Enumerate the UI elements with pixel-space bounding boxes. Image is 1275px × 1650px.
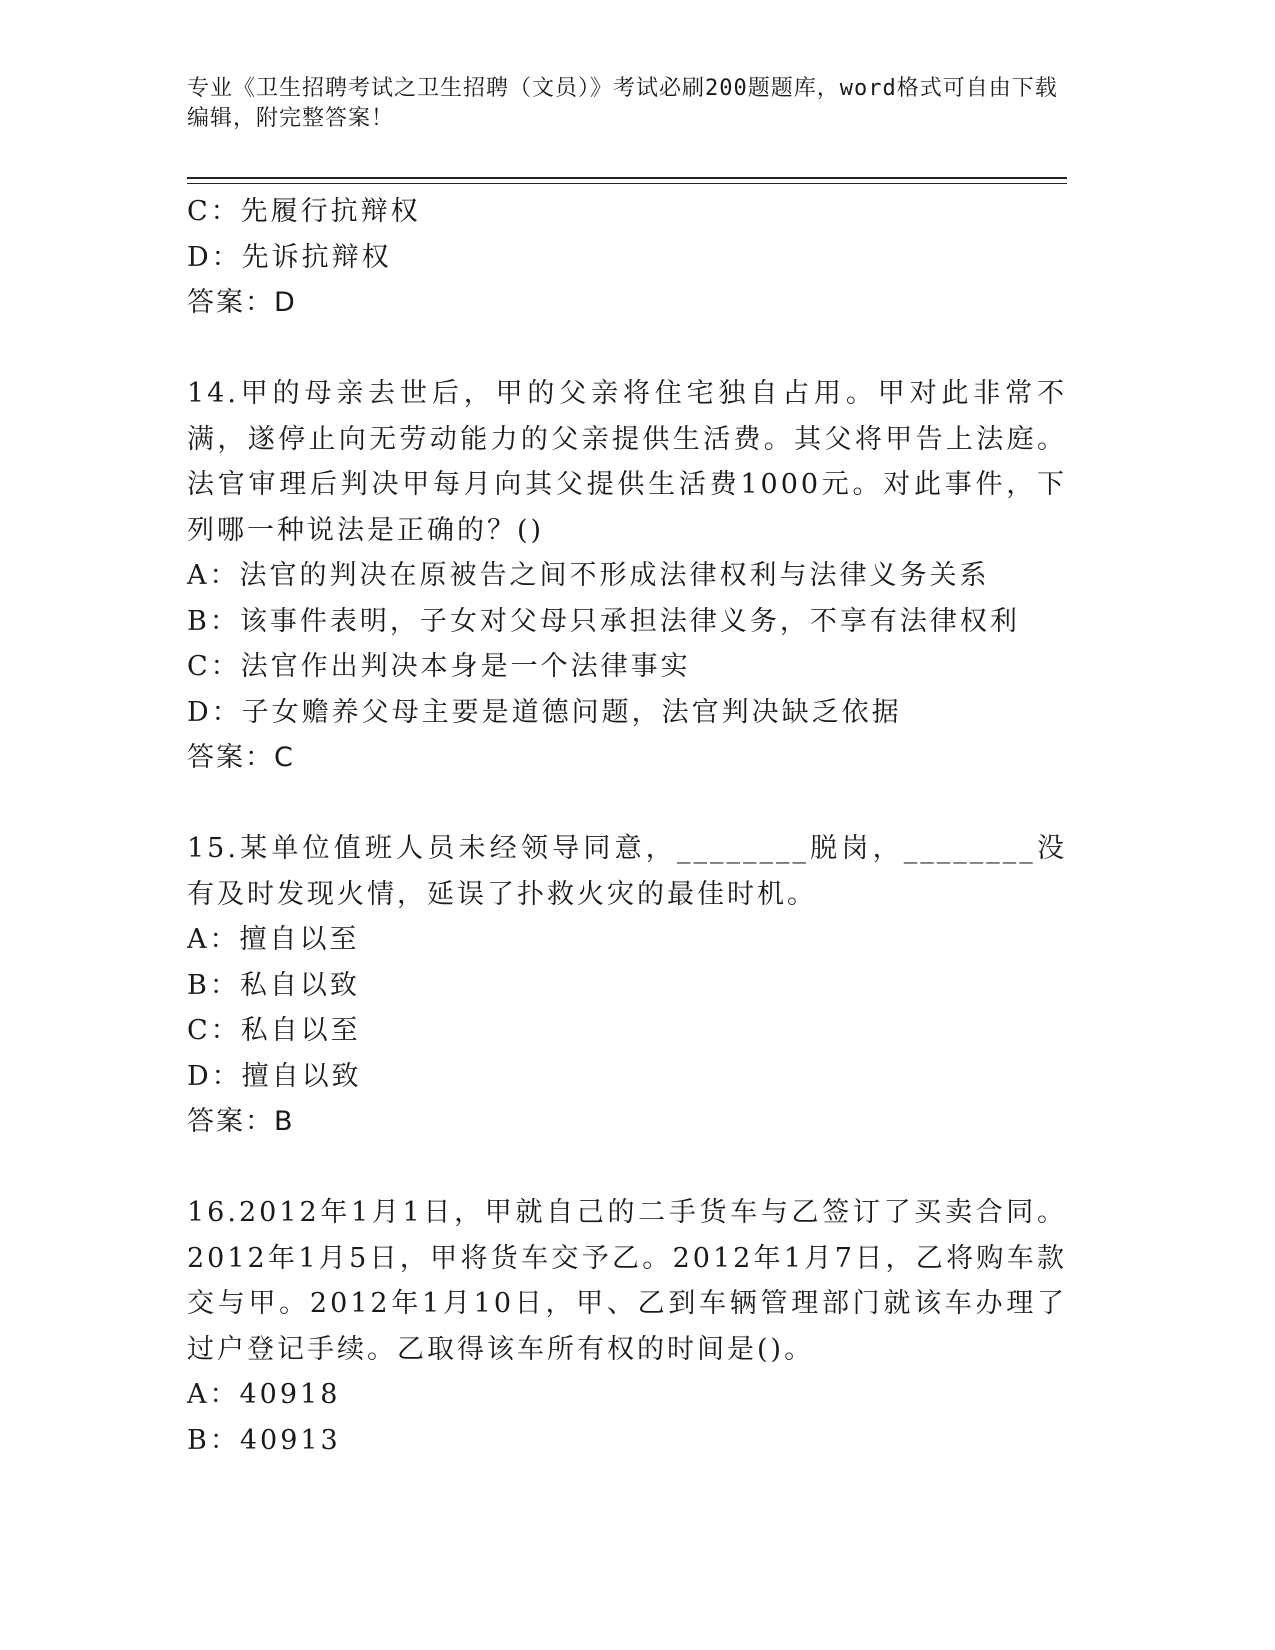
option-a: A：40918 <box>187 1379 341 1410</box>
option-c: C：私自以至 <box>187 1015 361 1046</box>
question-list <box>187 189 1067 1463</box>
question-block <box>187 371 1067 781</box>
option-b: B：该事件表明，子女对父母只承担法律义务，不享有法律权利 <box>187 605 1020 637</box>
header-divider-thick <box>187 177 1067 179</box>
question-text: 14.甲的母亲去世后，甲的父亲将住宅独自占用。甲对此非常不满，遂停止向无劳动能力的父亲提供生活费。其父将甲告上法庭。法官审理后判决甲每月向其父提供生活费1000元。对此事件，下列哪一种说法是正确的？() <box>187 378 1067 546</box>
question-text: 15.某单位值班人员未经领导同意，________脱岗，________没有及时发现火情，延误了扑救火灾的最佳时机。 <box>187 833 1067 910</box>
option-a: A：擅自以至 <box>187 924 360 955</box>
option-d: D：擅自以致 <box>187 1060 362 1092</box>
spacer <box>187 326 1067 372</box>
option-d: D：子女赡养父母主要是道德问题，法官判决缺乏依据 <box>187 696 902 728</box>
answer-line: 答案：C <box>187 742 295 773</box>
spacer <box>187 781 1067 827</box>
header-divider-thin <box>187 183 1067 184</box>
option-d: D：先诉抗辩权 <box>187 241 392 273</box>
question-block <box>187 1190 1067 1463</box>
question-block <box>187 189 1067 326</box>
spacer <box>187 1145 1067 1191</box>
question-text: 16.2012年1月1日，甲就自己的二手货车与乙签订了买卖合同。2012年1月5日，甲将货车交予乙。2012年1月7日，乙将购车款交与甲。2012年1月10日，甲、乙到车辆管理部门就该车办理了过户登记手续。乙取得该车所有权的时间是()。 <box>187 1197 1067 1365</box>
option-c: C：法官作出判决本身是一个法律事实 <box>187 651 691 682</box>
option-a: A：法官的判决在原被告之间不形成法律权利与法律义务关系 <box>187 560 990 591</box>
option-c: C：先履行抗辩权 <box>187 196 421 227</box>
question-block <box>187 826 1067 1145</box>
option-b: B：私自以致 <box>187 969 360 1001</box>
document-header: 专业《卫生招聘考试之卫生招聘（文员）》考试必刷200题题库，word格式可自由下载编辑，附完整答案！ <box>187 76 1058 131</box>
answer-line: 答案：D <box>187 287 297 318</box>
answer-line: 答案：B <box>187 1106 295 1137</box>
option-b: B：40913 <box>187 1424 341 1456</box>
